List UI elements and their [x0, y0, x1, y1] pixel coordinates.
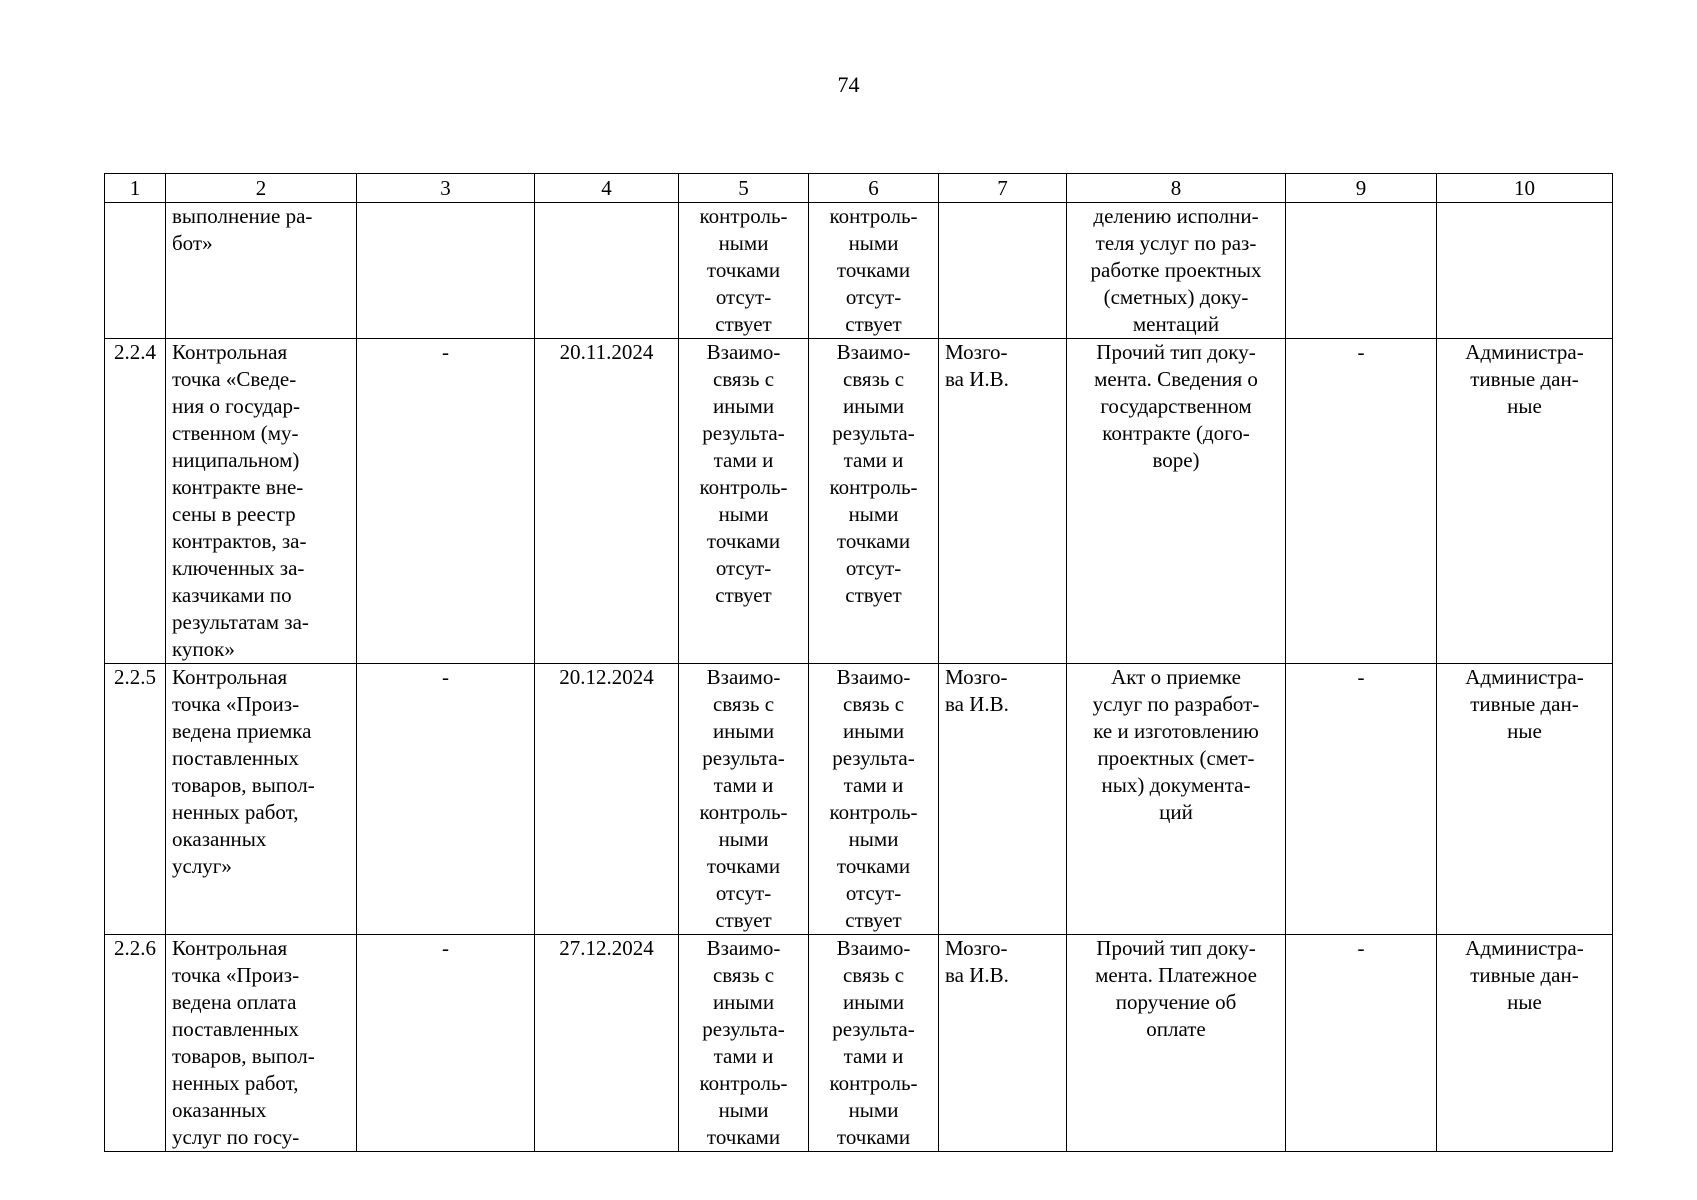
column-header-7: 7	[939, 174, 1067, 203]
table-row	[105, 203, 1613, 339]
row-source: Администра- тивные дан- ные	[1437, 935, 1613, 1152]
row-name: выполнение ра- бот»	[166, 203, 357, 339]
row-name: Контрольная точка «Произ- ведена приемка поставленных товаров, выпол- ненных работ, оказанных услуг»	[166, 664, 357, 935]
row-col-3	[357, 203, 535, 339]
column-header-10: 10	[1437, 174, 1613, 203]
row-document: Прочий тип доку- мента. Сведения о государственном контракте (дого- воре)	[1067, 339, 1286, 664]
row-relation-1: Взаимо- связь с иными результа- тами и контроль- ными точками отсут- ствует	[679, 339, 809, 664]
row-col-3: -	[357, 339, 535, 664]
row-document: делению исполни- теля услуг по раз- работке проектных (сметных) доку- ментаций	[1067, 203, 1286, 339]
table-row	[105, 339, 1613, 664]
row-code: 2.2.4	[105, 339, 166, 664]
row-responsible: Мозго- ва И.В.	[939, 935, 1067, 1152]
row-responsible: Мозго- ва И.В.	[939, 664, 1067, 935]
row-code: 2.2.5	[105, 664, 166, 935]
row-relation-2: контроль- ными точками отсут- ствует	[809, 203, 939, 339]
row-relation-1: Взаимо- связь с иными результа- тами и контроль- ными точками отсут- ствует	[679, 664, 809, 935]
column-header-5: 5	[679, 174, 809, 203]
row-relation-1: Взаимо- связь с иными результа- тами и контроль- ными точками	[679, 935, 809, 1152]
row-col-9	[1286, 203, 1437, 339]
row-col-9: -	[1286, 935, 1437, 1152]
row-col-3: -	[357, 664, 535, 935]
row-code	[105, 203, 166, 339]
column-header-3: 3	[357, 174, 535, 203]
row-source: Администра- тивные дан- ные	[1437, 664, 1613, 935]
column-header-2: 2	[166, 174, 357, 203]
table-row	[105, 935, 1613, 1152]
table-row	[105, 664, 1613, 935]
column-header-4: 4	[535, 174, 679, 203]
row-date: 20.11.2024	[535, 339, 679, 664]
row-date	[535, 203, 679, 339]
row-date: 20.12.2024	[535, 664, 679, 935]
row-source	[1437, 203, 1613, 339]
column-header-8: 8	[1067, 174, 1286, 203]
row-relation-1: контроль- ными точками отсут- ствует	[679, 203, 809, 339]
column-header-6: 6	[809, 174, 939, 203]
row-col-9: -	[1286, 339, 1437, 664]
row-relation-2: Взаимо- связь с иными результа- тами и контроль- ными точками	[809, 935, 939, 1152]
row-responsible: Мозго- ва И.В.	[939, 339, 1067, 664]
column-number-row	[105, 174, 1613, 203]
row-responsible	[939, 203, 1067, 339]
row-date: 27.12.2024	[535, 935, 679, 1152]
row-relation-2: Взаимо- связь с иными результа- тами и контроль- ными точками отсут- ствует	[809, 664, 939, 935]
row-document: Прочий тип доку- мента. Платежное поручение об оплате	[1067, 935, 1286, 1152]
page-number: 74	[837, 72, 860, 97]
row-name: Контрольная точка «Сведе- ния о государ- ственном (му- ниципальном) контракте вне- сены в реестр контрактов, за- ключенных за- казчиками по результатам за- купок»	[166, 339, 357, 664]
row-col-9: -	[1286, 664, 1437, 935]
row-document: Акт о приемке услуг по разработ- ке и изготовлению проектных (смет- ных) документа- ций	[1067, 664, 1286, 935]
column-header-9: 9	[1286, 174, 1437, 203]
control-points-table	[104, 173, 1613, 1152]
column-header-1: 1	[105, 174, 166, 203]
row-name: Контрольная точка «Произ- ведена оплата поставленных товаров, выпол- ненных работ, оказанных услуг по госу-	[166, 935, 357, 1152]
row-code: 2.2.6	[105, 935, 166, 1152]
row-relation-2: Взаимо- связь с иными результа- тами и контроль- ными точками отсут- ствует	[809, 339, 939, 664]
row-col-3: -	[357, 935, 535, 1152]
row-source: Администра- тивные дан- ные	[1437, 339, 1613, 664]
